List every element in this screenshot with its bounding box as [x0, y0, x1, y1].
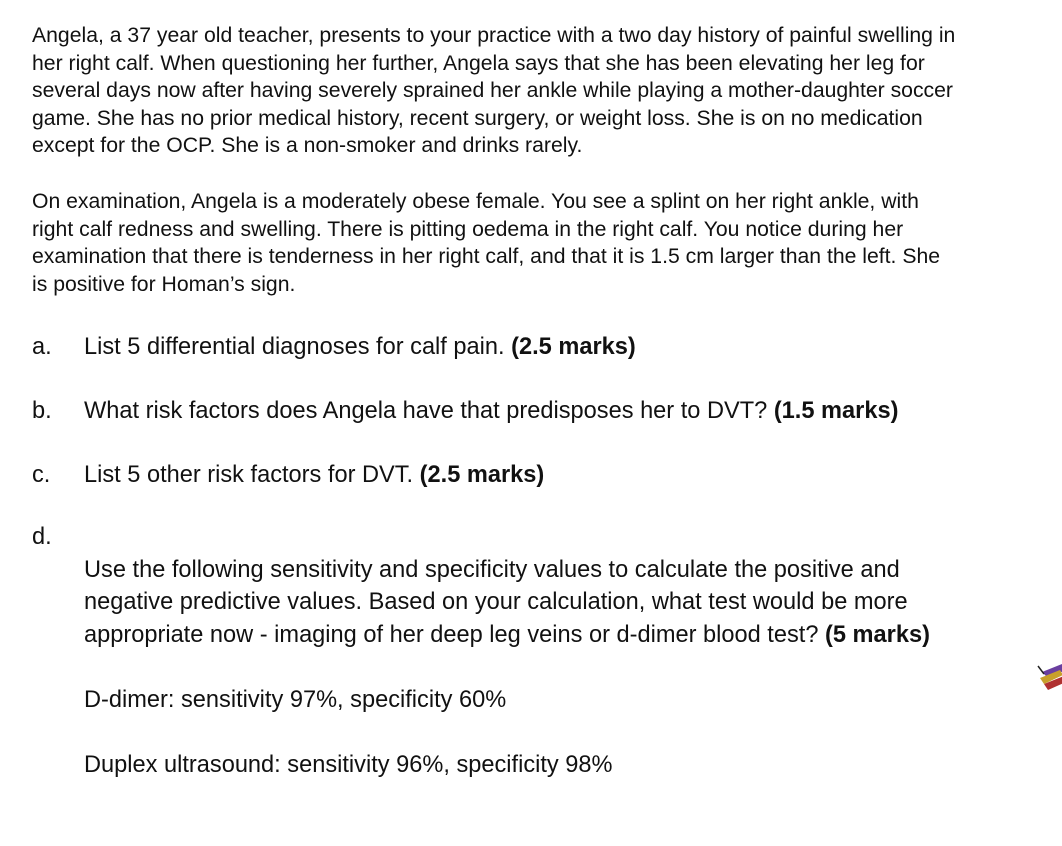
question-b — [32, 395, 1062, 428]
corner-logo-icon — [1036, 658, 1062, 698]
question-body — [84, 331, 1062, 364]
duplex-ultrasound-values: Duplex ultrasound: sensitivity 96%, specificity 98% — [84, 751, 613, 778]
question-body — [84, 459, 1062, 492]
question-letter: c. — [32, 462, 51, 488]
question-marks: (5 marks) — [825, 621, 930, 648]
question-letter: b. — [32, 398, 52, 424]
question-text: What risk factors does Angela have that predisposes her to DVT? — [84, 398, 774, 424]
question-marks: (2.5 marks) — [419, 462, 545, 488]
question-text: List 5 differential diagnoses for calf pain. — [84, 334, 512, 360]
question-text: Use the following sensitivity and specificity values to calculate the positive and negative predictive values. Based on your calculation, what test would be more appropriate now - imaging of her deep leg veins or d-dimer blood test? — [84, 556, 908, 648]
question-text: List 5 other risk factors for DVT. — [84, 462, 420, 488]
d-dimer-values: D-dimer: sensitivity 97%, specificity 60% — [84, 686, 507, 713]
question-body — [84, 395, 1062, 428]
question-letter: a. — [32, 334, 52, 360]
test-values — [84, 651, 1062, 814]
question-marks: (1.5 marks) — [773, 398, 899, 424]
case-paragraph-history: Angela, a 37 year old teacher, presents to your practice with a two day history of painful swelling in her right calf. When questioning her further, Angela says that she has been elevating her leg for several days now after having severely sprained her ankle while playing a mother-daughter soccer game. She has no prior medical history, recent surgery, or weight loss. She is on no medication except for the OCP. She is a non-smoker and drinks rarely. — [32, 24, 956, 157]
question-d — [32, 521, 1062, 846]
question-letter: d. — [32, 524, 52, 550]
case-paragraph-examination: On examination, Angela is a moderately obese female. You see a splint on her right ankle, with right calf redness and swelling. There is pitting oedema in the right calf. You notice during her examination that there is tenderness in her right calf, and that it is 1.5 cm larger than the left. She is positive for Homan’s sign. — [32, 190, 941, 296]
question-a — [32, 331, 1062, 364]
question-c — [32, 459, 1062, 492]
question-marks: (2.5 marks) — [511, 334, 636, 360]
question-body — [84, 521, 1062, 846]
